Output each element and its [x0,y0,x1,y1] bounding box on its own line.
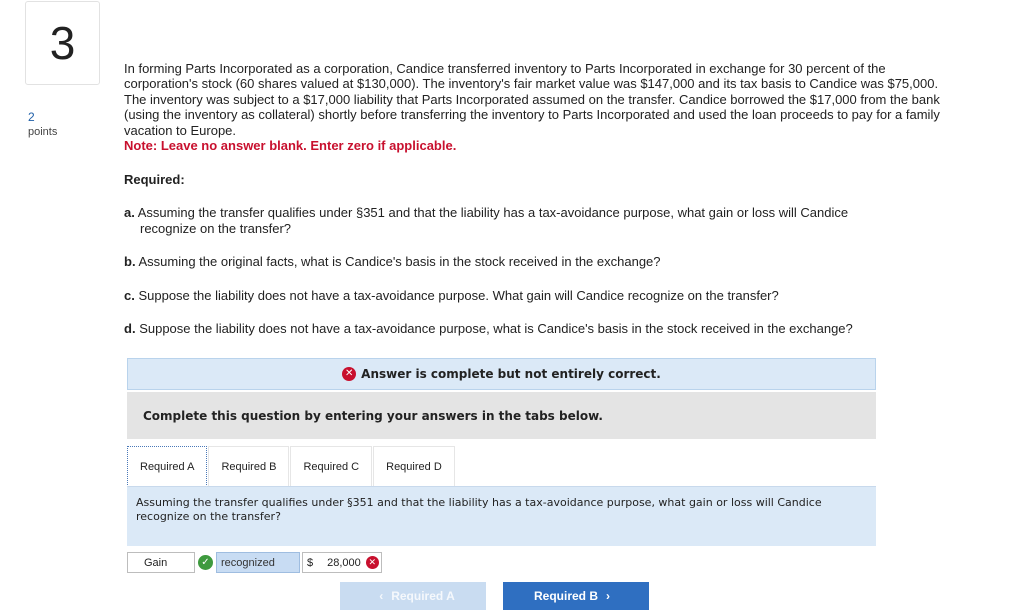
required-item-text: Suppose the liability does not have a tax-avoidance purpose, what is Candice's basis in the stock received in the exchange? [139,321,853,336]
required-tabs [127,446,456,487]
check-circle-icon: ✓ [198,555,213,570]
tab-question-panel [127,487,876,546]
tab-required-b[interactable]: Required B [208,446,289,487]
required-item-text-cont: recognize on the transfer? [140,220,292,236]
required-item-key: b. [124,254,136,269]
next-required-button[interactable] [503,582,649,610]
tab-required-d[interactable]: Required D [373,446,455,487]
required-item-text: Assuming the original facts, what is Candice's basis in the stock received in the exchange? [138,254,661,269]
answer-row [127,552,382,573]
next-button-label: Required B [533,589,598,603]
answer-status-bar [127,358,876,390]
points-value: 2 [28,110,35,124]
question-number: 3 [49,17,76,69]
problem-note: Note: Leave no answer blank. Enter zero if applicable. [124,138,457,154]
problem-text: In forming Parts Incorporated as a corporation, Candice transferred inventory to Parts Incorporated in exchange for 30 percent of the corporation's stock (60 shares valued at $130,000). The inventory's fair market value was $147,000 and its tax basis to Candice was $75,000. The inventory was subject to a $17,000 liability that Parts Incorporated assumed on the transfer. Candice borrowed the $17,000 from the bank (using the inventory as collateral) shortly before transferring the inventory to Parts Incorporated and used the loan proceeds to pay for a family vacation to Europe. [124,61,940,138]
prev-button-label: Required A [391,589,455,603]
prev-required-button[interactable] [340,582,486,610]
x-circle-icon: ✕ [366,556,379,569]
instruction-bar [127,392,876,439]
recognition-dropdown[interactable] [216,552,300,573]
amount-field[interactable] [302,552,382,573]
x-circle-icon: ✕ [342,367,356,381]
problem-statement [124,61,954,153]
tab-required-a[interactable]: Required A [127,446,207,487]
question-number-box [25,1,100,85]
required-item-key: c. [124,288,135,303]
required-item-b [124,254,914,270]
chevron-left-icon: ‹ [379,589,384,603]
tab-question-line2: recognize on the transfer? [136,510,281,523]
required-item-d [124,321,914,337]
tab-question-line1: Assuming the transfer qualifies under §351 and that the liability has a tax-avoidance purpose, what gain or loss will Candice [136,496,822,509]
answer-label-cell [127,552,195,573]
required-item-key: a. [124,205,135,220]
answer-status-text: Answer is complete but not entirely correct. [361,367,661,381]
required-item-key: d. [124,321,136,336]
answer-label: Gain [144,556,168,569]
recognition-selected: recognized [221,556,275,569]
tab-required-c[interactable]: Required C [290,446,372,487]
required-item-text: Assuming the transfer qualifies under §351 and that the liability has a tax-avoidance purpose, what gain or loss will Candice [137,205,849,220]
currency-symbol: $ [307,556,314,569]
chevron-right-icon: › [606,589,610,603]
required-header: Required: [124,172,185,187]
required-item-c [124,288,914,304]
points-label: points [28,126,58,138]
amount-value: 28,000 [327,556,361,569]
instruction-text: Complete this question by entering your answers in the tabs below. [143,408,603,423]
required-item-text: Suppose the liability does not have a tax-avoidance purpose. What gain will Candice recognize on the transfer? [138,288,779,303]
required-item-a [124,205,914,236]
